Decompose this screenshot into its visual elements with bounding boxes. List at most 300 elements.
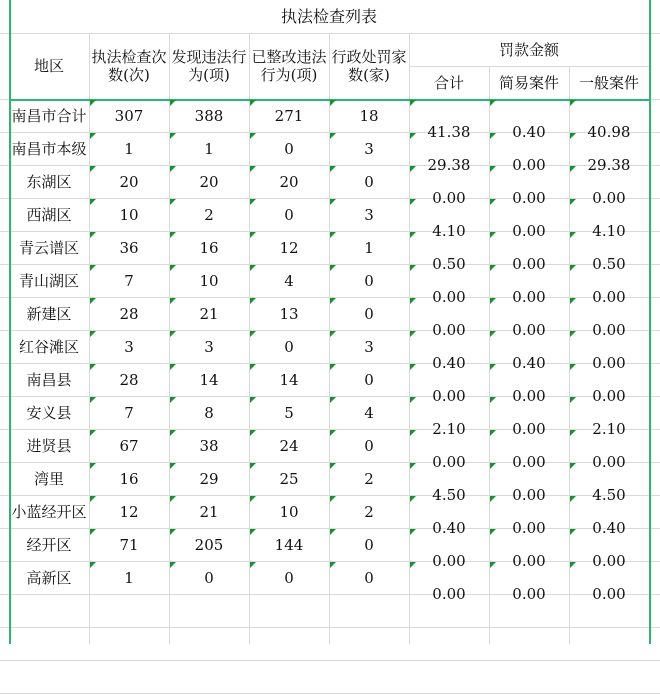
cell-value: 0.00 <box>512 519 546 537</box>
cell-total[interactable] <box>409 133 489 174</box>
cell-rectified[interactable] <box>249 364 329 396</box>
cell-general[interactable] <box>569 529 649 570</box>
cell-value: 4 <box>284 272 294 290</box>
number-stored-as-text-marker <box>170 166 176 172</box>
cell-total[interactable] <box>409 430 489 471</box>
cell-inspections[interactable] <box>89 496 169 528</box>
number-stored-as-text-marker <box>570 100 576 106</box>
number-stored-as-text-marker <box>250 265 256 271</box>
cell-value: 0.00 <box>512 552 546 570</box>
number-stored-as-text-marker <box>410 265 416 271</box>
cell-total[interactable] <box>409 463 489 504</box>
cell-simple[interactable] <box>489 463 569 504</box>
cell-found[interactable] <box>169 232 249 264</box>
number-stored-as-text-marker <box>410 562 416 568</box>
cell-region[interactable] <box>9 100 89 132</box>
number-stored-as-text-marker <box>90 463 96 469</box>
cell-value: 10 <box>279 503 299 521</box>
cell-found[interactable] <box>169 364 249 396</box>
cell-penalized[interactable] <box>329 199 409 231</box>
cell-general[interactable] <box>569 331 649 372</box>
header-inspections-line: 执法检查次 <box>91 48 167 66</box>
number-stored-as-text-marker <box>490 133 496 139</box>
cell-found[interactable] <box>169 529 249 561</box>
number-stored-as-text-marker <box>570 529 576 535</box>
cell-value: 36 <box>119 239 139 257</box>
header-fine-group <box>409 33 649 66</box>
cell-value: 南昌市本级 <box>11 140 87 158</box>
cell-value: 安义县 <box>26 404 72 422</box>
header-rectified-line: 已整改违法 <box>251 48 327 66</box>
number-stored-as-text-marker <box>410 463 416 469</box>
number-stored-as-text-marker <box>570 265 576 271</box>
cell-value: 14 <box>199 371 219 389</box>
cell-value: 0 <box>284 206 294 224</box>
cell-simple[interactable] <box>489 496 569 537</box>
cell-value: 0.00 <box>592 387 626 405</box>
cell-simple[interactable] <box>489 298 569 339</box>
cell-general[interactable] <box>569 265 649 306</box>
cell-value: 2 <box>364 503 374 521</box>
cell-value: 0.40 <box>512 354 546 372</box>
number-stored-as-text-marker <box>250 496 256 502</box>
header-rectified-line: 行为(项) <box>260 66 318 84</box>
cell-general[interactable] <box>569 298 649 339</box>
cell-inspections[interactable] <box>89 562 169 594</box>
cell-simple[interactable] <box>489 100 569 141</box>
cell-value: 20 <box>279 173 299 191</box>
number-stored-as-text-marker <box>90 166 96 172</box>
cell-simple[interactable] <box>489 430 569 471</box>
cell-penalized[interactable] <box>329 496 409 528</box>
number-stored-as-text-marker <box>410 166 416 172</box>
number-stored-as-text-marker <box>330 529 336 535</box>
cell-value: 2.10 <box>592 420 626 438</box>
number-stored-as-text-marker <box>250 298 256 304</box>
cell-value: 7 <box>124 272 134 290</box>
header-fine-simple <box>489 66 569 99</box>
number-stored-as-text-marker <box>570 133 576 139</box>
cell-general[interactable] <box>569 496 649 537</box>
cell-region[interactable] <box>9 331 89 363</box>
cell-region[interactable] <box>9 232 89 264</box>
cell-found[interactable] <box>169 100 249 132</box>
number-stored-as-text-marker <box>330 562 336 568</box>
cell-total[interactable] <box>409 562 489 603</box>
cell-value: 南昌县 <box>26 371 72 389</box>
cell-inspections[interactable] <box>89 331 169 363</box>
cell-simple[interactable] <box>489 364 569 405</box>
cell-value: 0.00 <box>592 189 626 207</box>
number-stored-as-text-marker <box>570 166 576 172</box>
number-stored-as-text-marker <box>330 232 336 238</box>
cell-total[interactable] <box>409 298 489 339</box>
number-stored-as-text-marker <box>170 562 176 568</box>
number-stored-as-text-marker <box>250 199 256 205</box>
cell-found[interactable] <box>169 166 249 198</box>
cell-region[interactable] <box>9 397 89 429</box>
cell-inspections[interactable] <box>89 397 169 429</box>
cell-total[interactable] <box>409 100 489 141</box>
cell-general[interactable] <box>569 463 649 504</box>
cell-rectified[interactable] <box>249 166 329 198</box>
cell-value: 71 <box>119 536 139 554</box>
cell-value: 29 <box>199 470 219 488</box>
number-stored-as-text-marker <box>330 463 336 469</box>
cell-simple[interactable] <box>489 265 569 306</box>
cell-penalized[interactable] <box>329 265 409 297</box>
number-stored-as-text-marker <box>250 397 256 403</box>
cell-value: 0.40 <box>592 519 626 537</box>
number-stored-as-text-marker <box>410 133 416 139</box>
cell-value: 经开区 <box>26 536 72 554</box>
cell-value: 21 <box>199 503 219 521</box>
cell-region[interactable] <box>9 166 89 198</box>
cell-region[interactable] <box>9 199 89 231</box>
number-stored-as-text-marker <box>330 496 336 502</box>
number-stored-as-text-marker <box>490 430 496 436</box>
header-penalized <box>329 33 409 99</box>
cell-rectified[interactable] <box>249 232 329 264</box>
number-stored-as-text-marker <box>410 364 416 370</box>
cell-value: 0.00 <box>592 354 626 372</box>
number-stored-as-text-marker <box>90 265 96 271</box>
cell-general[interactable] <box>569 199 649 240</box>
number-stored-as-text-marker <box>90 232 96 238</box>
number-stored-as-text-marker <box>330 364 336 370</box>
cell-value: 0.40 <box>432 354 466 372</box>
cell-value: 0.00 <box>512 321 546 339</box>
cell-rectified[interactable] <box>249 199 329 231</box>
cell-value: 0 <box>364 536 374 554</box>
cell-value: 青山湖区 <box>18 272 79 290</box>
cell-simple[interactable] <box>489 232 569 273</box>
cell-rectified[interactable] <box>249 331 329 363</box>
cell-value: 0.00 <box>512 255 546 273</box>
cell-value: 7 <box>124 404 134 422</box>
cell-simple[interactable] <box>489 397 569 438</box>
number-stored-as-text-marker <box>330 133 336 139</box>
cell-total[interactable] <box>409 199 489 240</box>
number-stored-as-text-marker <box>330 331 336 337</box>
cell-region[interactable] <box>9 265 89 297</box>
cell-found[interactable] <box>169 430 249 462</box>
cell-penalized[interactable] <box>329 397 409 429</box>
cell-inspections[interactable] <box>89 133 169 165</box>
cell-total[interactable] <box>409 265 489 306</box>
number-stored-as-text-marker <box>250 331 256 337</box>
number-stored-as-text-marker <box>90 430 96 436</box>
cell-value: 新建区 <box>26 305 72 323</box>
number-stored-as-text-marker <box>570 397 576 403</box>
cell-value: 0.00 <box>512 288 546 306</box>
number-stored-as-text-marker <box>570 562 576 568</box>
number-stored-as-text-marker <box>90 100 96 106</box>
cell-total[interactable] <box>409 331 489 372</box>
cell-total[interactable] <box>409 166 489 207</box>
number-stored-as-text-marker <box>330 397 336 403</box>
cell-value: 0.50 <box>432 255 466 273</box>
cell-penalized[interactable] <box>329 166 409 198</box>
cell-general[interactable] <box>569 100 649 141</box>
cell-value: 0.00 <box>432 189 466 207</box>
cell-penalized[interactable] <box>329 232 409 264</box>
cell-rectified[interactable] <box>249 298 329 330</box>
cell-value: 0.40 <box>512 123 546 141</box>
cell-rectified[interactable] <box>249 133 329 165</box>
number-stored-as-text-marker <box>570 331 576 337</box>
number-stored-as-text-marker <box>250 133 256 139</box>
number-stored-as-text-marker <box>90 562 96 568</box>
cell-penalized[interactable] <box>329 529 409 561</box>
cell-value: 0 <box>284 338 294 356</box>
cell-region[interactable] <box>9 133 89 165</box>
cell-region[interactable] <box>9 496 89 528</box>
header-inspections-line: 数(次) <box>108 66 150 84</box>
cell-simple[interactable] <box>489 562 569 603</box>
cell-value: 24 <box>279 437 299 455</box>
header-found-line: 为(项) <box>188 66 230 84</box>
cell-value: 20 <box>119 173 139 191</box>
header-fine-total <box>409 66 489 99</box>
cell-found[interactable] <box>169 562 249 594</box>
cell-penalized[interactable] <box>329 364 409 396</box>
cell-rectified[interactable] <box>249 463 329 495</box>
header-fine-general <box>569 66 649 99</box>
cell-value: 0.00 <box>432 288 466 306</box>
cell-value: 0 <box>364 569 374 587</box>
cell-total[interactable] <box>409 364 489 405</box>
number-stored-as-text-marker <box>170 100 176 106</box>
number-stored-as-text-marker <box>330 100 336 106</box>
cell-general[interactable] <box>569 232 649 273</box>
cell-simple[interactable] <box>489 166 569 207</box>
cell-value: 38 <box>199 437 219 455</box>
cell-penalized[interactable] <box>329 562 409 594</box>
number-stored-as-text-marker <box>170 331 176 337</box>
cell-inspections[interactable] <box>89 529 169 561</box>
cell-value: 20 <box>199 173 219 191</box>
cell-region[interactable] <box>9 463 89 495</box>
header-fine-general-line: 一般案件 <box>578 73 639 92</box>
header-penalized-line: 数(家) <box>348 66 390 84</box>
cell-penalized[interactable] <box>329 100 409 132</box>
number-stored-as-text-marker <box>90 529 96 535</box>
cell-value: 进贤县 <box>26 437 72 455</box>
cell-value: 小蓝经开区 <box>11 503 87 521</box>
cell-rectified[interactable] <box>249 529 329 561</box>
number-stored-as-text-marker <box>250 364 256 370</box>
cell-value: 16 <box>119 470 139 488</box>
cell-inspections[interactable] <box>89 166 169 198</box>
cell-value: 0.00 <box>512 387 546 405</box>
cell-penalized[interactable] <box>329 133 409 165</box>
cell-inspections[interactable] <box>89 430 169 462</box>
cell-value: 0.00 <box>432 321 466 339</box>
cell-simple[interactable] <box>489 133 569 174</box>
header-found <box>169 33 249 99</box>
cell-rectified[interactable] <box>249 562 329 594</box>
number-stored-as-text-marker <box>410 496 416 502</box>
cell-found[interactable] <box>169 463 249 495</box>
cell-value: 3 <box>364 140 374 158</box>
number-stored-as-text-marker <box>490 463 496 469</box>
cell-value: 8 <box>204 404 214 422</box>
cell-value: 高新区 <box>26 569 72 587</box>
cell-value: 0 <box>364 272 374 290</box>
cell-found[interactable] <box>169 199 249 231</box>
cell-value: 12 <box>279 239 299 257</box>
cell-general[interactable] <box>569 430 649 471</box>
number-stored-as-text-marker <box>410 199 416 205</box>
cell-value: 0.00 <box>592 453 626 471</box>
cell-inspections[interactable] <box>89 199 169 231</box>
number-stored-as-text-marker <box>570 364 576 370</box>
cell-general[interactable] <box>569 397 649 438</box>
cell-value: 0.00 <box>592 288 626 306</box>
cell-inspections[interactable] <box>89 265 169 297</box>
number-stored-as-text-marker <box>410 529 416 535</box>
cell-region[interactable] <box>9 364 89 396</box>
cell-general[interactable] <box>569 133 649 174</box>
cell-value: 4.50 <box>592 486 626 504</box>
cell-simple[interactable] <box>489 529 569 570</box>
cell-general[interactable] <box>569 166 649 207</box>
cell-value: 21 <box>199 305 219 323</box>
number-stored-as-text-marker <box>330 298 336 304</box>
cell-value: 0 <box>364 371 374 389</box>
cell-found[interactable] <box>169 265 249 297</box>
cell-value: 1 <box>124 140 134 158</box>
cell-total[interactable] <box>409 529 489 570</box>
cell-region[interactable] <box>9 298 89 330</box>
table-title: 执法检查列表 <box>280 6 377 26</box>
cell-rectified[interactable] <box>249 100 329 132</box>
cell-general[interactable] <box>569 364 649 405</box>
cell-value: 144 <box>274 536 304 554</box>
cell-penalized[interactable] <box>329 463 409 495</box>
cell-simple[interactable] <box>489 331 569 372</box>
cell-found[interactable] <box>169 133 249 165</box>
number-stored-as-text-marker <box>90 298 96 304</box>
number-stored-as-text-marker <box>490 100 496 106</box>
number-stored-as-text-marker <box>330 199 336 205</box>
cell-inspections[interactable] <box>89 100 169 132</box>
number-stored-as-text-marker <box>90 397 96 403</box>
header-region-line: 地区 <box>33 57 64 75</box>
cell-value: 0 <box>364 437 374 455</box>
cell-inspections[interactable] <box>89 364 169 396</box>
cell-region[interactable] <box>9 529 89 561</box>
cell-value: 1 <box>124 569 134 587</box>
cell-region[interactable] <box>9 562 89 594</box>
number-stored-as-text-marker <box>490 364 496 370</box>
cell-value: 4 <box>364 404 374 422</box>
cell-value: 0.00 <box>432 585 466 603</box>
cell-value: 0.40 <box>432 519 466 537</box>
cell-value: 28 <box>119 371 139 389</box>
cell-value: 4.10 <box>592 222 626 240</box>
cell-penalized[interactable] <box>329 331 409 363</box>
cell-inspections[interactable] <box>89 463 169 495</box>
cell-value: 3 <box>364 206 374 224</box>
cell-rectified[interactable] <box>249 397 329 429</box>
cell-rectified[interactable] <box>249 265 329 297</box>
cell-inspections[interactable] <box>89 232 169 264</box>
number-stored-as-text-marker <box>250 166 256 172</box>
number-stored-as-text-marker <box>410 331 416 337</box>
cell-value: 0 <box>204 569 214 587</box>
cell-total[interactable] <box>409 397 489 438</box>
cell-penalized[interactable] <box>329 430 409 462</box>
cell-value: 0.00 <box>512 453 546 471</box>
cell-total[interactable] <box>409 232 489 273</box>
cell-general[interactable] <box>569 562 649 603</box>
cell-value: 0.00 <box>512 222 546 240</box>
header-penalized-line: 行政处罚家 <box>331 48 407 66</box>
cell-found[interactable] <box>169 496 249 528</box>
cell-value: 0 <box>284 140 294 158</box>
number-stored-as-text-marker <box>90 331 96 337</box>
cell-found[interactable] <box>169 397 249 429</box>
cell-total[interactable] <box>409 496 489 537</box>
number-stored-as-text-marker <box>570 463 576 469</box>
cell-value: 1 <box>364 239 374 257</box>
cell-value: 2.10 <box>432 420 466 438</box>
cell-value: 205 <box>194 536 224 554</box>
cell-found[interactable] <box>169 331 249 363</box>
header-fine-total-line: 合计 <box>433 73 464 92</box>
cell-value: 0.00 <box>592 585 626 603</box>
grid-line-horizontal <box>0 627 660 628</box>
number-stored-as-text-marker <box>250 463 256 469</box>
cell-value: 28 <box>119 305 139 323</box>
cell-value: 3 <box>124 338 134 356</box>
cell-value: 14 <box>279 371 299 389</box>
cell-rectified[interactable] <box>249 496 329 528</box>
cell-region[interactable] <box>9 430 89 462</box>
number-stored-as-text-marker <box>410 397 416 403</box>
cell-value: 0.00 <box>512 189 546 207</box>
cell-penalized[interactable] <box>329 298 409 330</box>
number-stored-as-text-marker <box>570 298 576 304</box>
cell-value: 0 <box>364 173 374 191</box>
cell-value: 0.00 <box>432 453 466 471</box>
number-stored-as-text-marker <box>250 100 256 106</box>
number-stored-as-text-marker <box>170 232 176 238</box>
cell-value: 0.00 <box>432 387 466 405</box>
number-stored-as-text-marker <box>570 430 576 436</box>
number-stored-as-text-marker <box>170 364 176 370</box>
cell-rectified[interactable] <box>249 430 329 462</box>
number-stored-as-text-marker <box>410 430 416 436</box>
cell-value: 4.10 <box>432 222 466 240</box>
cell-simple[interactable] <box>489 199 569 240</box>
cell-inspections[interactable] <box>89 298 169 330</box>
number-stored-as-text-marker <box>250 232 256 238</box>
number-stored-as-text-marker <box>330 265 336 271</box>
number-stored-as-text-marker <box>170 199 176 205</box>
cell-value: 29.38 <box>587 156 631 174</box>
number-stored-as-text-marker <box>90 364 96 370</box>
cell-value: 4.50 <box>432 486 466 504</box>
cell-found[interactable] <box>169 298 249 330</box>
header-rectified <box>249 33 329 99</box>
number-stored-as-text-marker <box>410 298 416 304</box>
number-stored-as-text-marker <box>170 298 176 304</box>
number-stored-as-text-marker <box>410 100 416 106</box>
number-stored-as-text-marker <box>170 430 176 436</box>
